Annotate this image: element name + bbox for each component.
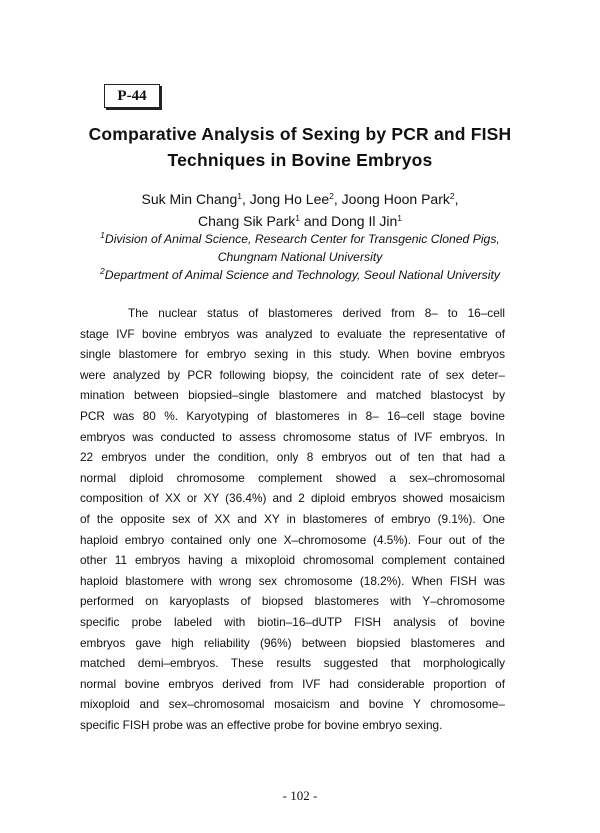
abstract-line: specific FISH probe was an effective probe for bovine embryo sexing. (80, 717, 443, 732)
abstract-line: normal bovine embryos derived from IVF had considerable proportion of (80, 676, 505, 691)
title-line-2: Techniques in Bovine Embryos (167, 150, 433, 170)
affiliations (40, 230, 560, 284)
author-name: Joong Hoon Park (341, 191, 450, 207)
abstract-line: other 11 embryos having a mixoploid chromosomal complement contained (80, 553, 505, 568)
abstract-line: stage IVF bovine embryos was analyzed to evaluate the representative of (80, 326, 505, 341)
abstract-line: mixoploid and sex–chromosomal mosaicism and bovine Y chromosome– (80, 697, 505, 712)
author-separator: and (299, 213, 332, 229)
author-affil-mark: 1 (237, 191, 242, 201)
author-affil-mark: 1 (295, 213, 300, 223)
abstract-line: The nuclear status of blastomeres derived from 8– to 16–cell (128, 306, 505, 320)
abstract-line: mination between biopsied–single blastomere and matched blastocyst by (80, 388, 505, 403)
abstract-line: of the opposite sex of XX and XY in blastomeres of embryo (9.1%). One (80, 511, 505, 526)
affiliation-2 (40, 266, 560, 284)
abstract-line: matched demi–embryos. These results suggested that morphologically (80, 656, 505, 671)
author-name: Dong Il Jin (331, 213, 398, 229)
author-affil-mark: 2 (449, 191, 455, 201)
abstract-line: normal diploid chromosome complement showed a sex–chromosomal (80, 470, 505, 485)
author-name: Jong Ho Lee (249, 191, 330, 207)
author-affil-mark: 1 (397, 213, 403, 223)
abstract-body (80, 303, 505, 735)
abstract-line: embryos gave high reliability (96%) between biopsied blastomeres and (80, 635, 505, 650)
author-separator: , (241, 191, 250, 207)
abstract-line: embryos was conducted to assess chromosome status of IVF embryos. In (80, 429, 505, 444)
affiliation-1-line-2: Chungnam National University (217, 250, 383, 264)
author-separator: , (333, 191, 342, 207)
affiliation-mark: 1 (100, 230, 105, 240)
author-name: Suk Min Chang (141, 191, 238, 207)
abstract-line: single blastomere for embryo sexing in this study. When bovine embryos (80, 347, 505, 362)
affiliation-mark: 2 (100, 266, 105, 276)
abstract-line: haploid embryo contained only one X–chromosome (4.5%). Four out of the (80, 532, 505, 547)
author-name: Chang Sik Park (197, 213, 296, 229)
abstract-line: PCR was 80 %. Karyotyping of blastomeres in 8– 16–cell stage bovine (80, 408, 505, 423)
page-number: - 102 - (282, 788, 318, 803)
author-line-1 (60, 188, 540, 210)
abstract-line: composition of XX or XY (36.4%) and 2 diploid embryos showed mosaicism (80, 491, 505, 506)
abstract-line: specific probe labeled with biotin–16–dUTP FISH analysis of bovine (80, 614, 505, 629)
affiliation-1-line-1 (40, 230, 560, 248)
abstract-line: haploid blastomere with wrong sex chromosome (18.2%). When FISH was (80, 573, 505, 588)
poster-id-badge: P-44 (104, 84, 160, 108)
author-affil-mark: 2 (329, 191, 334, 201)
title-line-1: Comparative Analysis of Sexing by PCR and FISH (88, 124, 512, 144)
affiliation-text: Department of Animal Science and Technology, Seoul National University (104, 268, 500, 282)
author-list (60, 188, 540, 232)
paper-title (40, 121, 560, 173)
abstract-line: 22 embryos under the condition, only 8 embryos out of ten that had a (80, 450, 505, 465)
author-line-2 (60, 210, 540, 232)
abstract-line: were analyzed by PCR following biopsy, the coincident rate of sex deter– (80, 367, 505, 382)
author-separator: , (454, 191, 459, 207)
abstract-line: performed on karyoplasts of biopsed blastomeres with Y–chromosome (80, 594, 505, 609)
affiliation-text: Division of Animal Science, Research Center for Transgenic Cloned Pigs, (104, 232, 500, 246)
